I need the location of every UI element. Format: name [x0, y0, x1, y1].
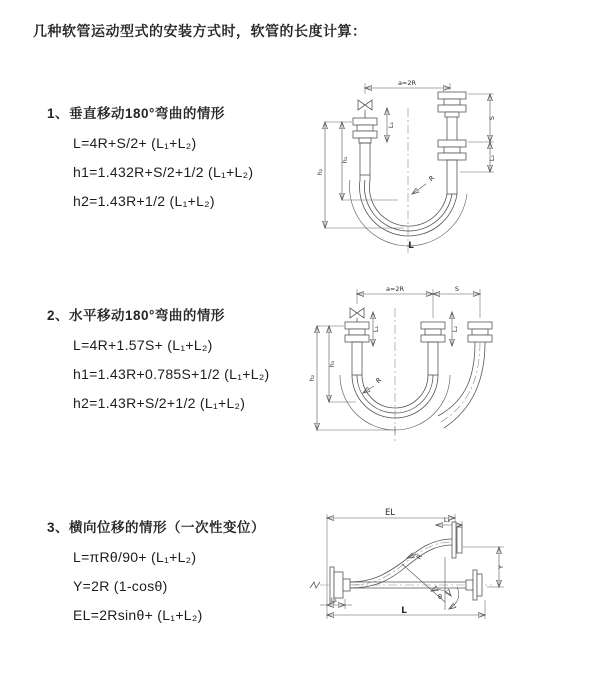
- d3-radius-label: R: [414, 552, 424, 562]
- break-symbol: [310, 582, 320, 588]
- d3-dim-l2-label: L₂: [443, 516, 451, 524]
- section-2-formula-L: L=4R+1.57S+ (L₁+L₂): [73, 337, 213, 353]
- section-1-formula-L: L=4R+S/2+ (L₁+L₂): [73, 135, 197, 151]
- left-flange-fitting: [353, 118, 377, 143]
- right-flange-fitting: [468, 322, 492, 342]
- dimension-l1: [320, 596, 352, 609]
- diagram-horizontal-180-bend: [300, 280, 600, 470]
- d1-dim-a2r-label: a=2R: [397, 79, 417, 87]
- d2-dim-s-label: S: [454, 285, 460, 293]
- d2-dim-l1-label: L₁: [372, 325, 380, 333]
- d1-radius-label: R: [427, 173, 437, 183]
- section-2-formula-h2: h2=1.43R+S/2+1/2 (L₁+L₂): [73, 395, 246, 411]
- radius-callout: [412, 174, 436, 194]
- top-flange: [452, 522, 462, 558]
- page-title: 几种软管运动型式的安装方式时，软管的长度计算：: [33, 23, 367, 39]
- d3-length-label: L: [401, 606, 407, 616]
- dimension-s: [468, 94, 496, 142]
- middle-braided-hose: [428, 342, 438, 375]
- section-1-formula-h2: h2=1.43R+1/2 (L₁+L₂): [73, 193, 215, 209]
- dimension-l1: [372, 312, 380, 346]
- d1-dim-l2-label: L₂: [488, 154, 496, 162]
- section-2-heading: 2、水平移动180°弯曲的情形: [47, 308, 225, 323]
- d2-dim-h1-label: h₁: [328, 360, 336, 368]
- lower-right-flange-fitting: [438, 140, 466, 160]
- d2-dim-h2-label: h₂: [308, 374, 316, 382]
- section-3: [47, 520, 265, 624]
- d1-dim-l1-label: L₁: [387, 121, 395, 129]
- valve-icon: [358, 100, 372, 118]
- hose-s-curve: [350, 539, 452, 588]
- d1-dim-h2-label: h₂: [316, 168, 324, 176]
- diagram-lateral-displacement: [300, 500, 600, 650]
- dimension-el: [327, 508, 455, 518]
- d1-dim-h1-label: h₁: [341, 156, 349, 164]
- right-flange: [466, 570, 482, 600]
- angle-construction: [402, 557, 459, 610]
- d2-dim-a2r-label: a=2R: [385, 285, 405, 293]
- left-braided-hose: [352, 342, 362, 375]
- displaced-hose-arc: [438, 342, 485, 428]
- section-2-formula-h1: h1=1.43R+0.785S+1/2 (L₁+L₂): [73, 366, 270, 382]
- left-braided-hose: [360, 143, 370, 175]
- section-3-heading: 3、横向位移的情形（一次性变位）: [47, 520, 266, 535]
- d1-dim-s-label: S: [488, 115, 496, 121]
- section-3-formula-Y: Y=2R (1-cosθ): [73, 578, 168, 594]
- dimension-a2r: [357, 285, 480, 318]
- upper-right-flange-fitting: [438, 92, 466, 117]
- diagram-vertical-180-bend: [300, 70, 592, 262]
- d2-radius-label: R: [374, 375, 384, 385]
- section-3-formula-EL: EL=2Rsinθ+ (L₁+L₂): [73, 607, 203, 623]
- d3-dim-y-label: Y: [497, 565, 505, 569]
- section-3-formula-L: L=πRθ/90+ (L₁+L₂): [73, 549, 197, 565]
- dimension-l2: [451, 312, 459, 346]
- right-braided-hose: [447, 160, 457, 194]
- dimension-l: [327, 600, 485, 619]
- section-1-formula-h1: h1=1.432R+S/2+1/2 (L₁+L₂): [73, 164, 254, 180]
- d1-length-label: L: [408, 241, 414, 251]
- left-flange-fitting: [345, 322, 369, 342]
- dimension-a2r: [365, 79, 450, 94]
- dimension-s: [433, 285, 480, 294]
- section-1: [47, 106, 253, 210]
- section-1-heading: 1、垂直移动180°弯曲的情形: [47, 106, 225, 121]
- middle-flange-fitting: [421, 322, 445, 342]
- valve-icon: [350, 308, 364, 322]
- d3-dim-el-label: EL: [384, 508, 396, 518]
- d2-dim-l2-label: L₂: [451, 325, 459, 333]
- section-2: [47, 308, 270, 412]
- dimension-l1: [387, 108, 395, 142]
- d3-angle-label: θ: [438, 593, 442, 601]
- d3-dim-l1-label: L₁: [330, 596, 338, 604]
